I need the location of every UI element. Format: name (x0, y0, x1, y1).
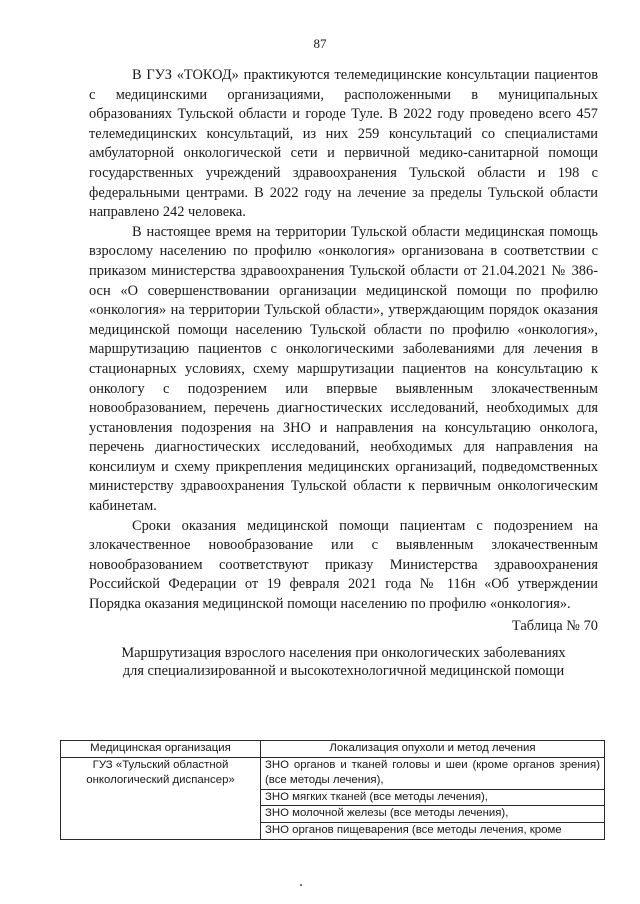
localization-cell (261, 757, 605, 839)
localization-item: ЗНО молочной железы (все методы лечения), (261, 806, 604, 823)
table-label: Таблица № 70 (511, 617, 598, 634)
table-row (61, 757, 605, 839)
column-header-organization: Медицинская организация (61, 741, 261, 758)
column-header-localization: Локализация опухоли и метод лечения (261, 741, 605, 758)
table-title (89, 644, 598, 680)
paragraph-care-timelines: Сроки оказания медицинской помощи пациентам с подозрением на злокачественное новообразование или с выявленным злокачественным новообразованием соответствуют приказу Министерства здравоохранения Российской Федерации от 19 февраля 2021 года № 116н «Об утверждении Порядка оказания медицинской помощи населению по профилю «онкология». (89, 517, 598, 613)
document-body (89, 66, 598, 680)
table-title-line-2: для специализированной и высокотехнологичной медицинской помощи (122, 663, 565, 680)
routing-table (60, 740, 605, 840)
paragraph-telemedicine: В ГУЗ «ТОКОД» практикуются телемедицинские консультации пациентов с медицинскими организациями, расположенными в муниципальных образованиях Тульской области и городе Туле. В 2022 году проведено всего 457 телемедицинских консультаций, из них 259 консультаций со специалистами амбулаторной онкологической сети и первичной медико-санитарной помощи государственных учреждений здравоохранения Тульской области и 198 с федеральными центрами. В 2022 году на лечение за пределы Тульской области направлено 242 человека. (89, 67, 598, 221)
paragraph-organization-of-care: В настоящее время на территории Тульской области медицинская помощь взрослому населению по профилю «онкология» организована в соответствии с приказом министерства здравоохранения Тульской области от 21.04.2021 № 386-осн «О совершенствовании организации медицинской помощи по профилю «онкология» на территории Тульской области», утверждающим порядок оказания медицинской помощи населению Тульской области по профилю «онкология», маршрутизацию пациентов с онкологическими заболеваниями для лечения в стационарных условиях, схему маршрутизации пациентов на консультацию к онкологу с подозрением или впервые выявленным злокачественным новообразованием, перечень диагностических исследований, необходимых для установления подозрения на ЗНО и направления на консультацию онколога, перечень диагностических исследований, необходимых для направления на консилиум и схему прикрепления медицинских организаций, подведомственных министерству здравоохранения Тульской области к первичным онкологическим кабинетам. (89, 223, 598, 515)
localization-item: ЗНО органов пищеварения (все методы лечения, кроме (265, 823, 562, 836)
table-header-row (61, 741, 605, 758)
organization-cell: ГУЗ «Тульский областной онкологический диспансер» (61, 757, 261, 839)
table-title-line-1: Маршрутизация взрослого населения при онкологических заболеваниях (121, 645, 566, 662)
localization-item: ЗНО органов и тканей головы и шеи (кроме органов зрения) (все методы лечения), (261, 758, 604, 790)
localization-item: ЗНО мягких тканей (все методы лечения), (261, 790, 604, 807)
page-number: 87 (313, 36, 327, 51)
scan-artifact-dot (300, 884, 302, 886)
